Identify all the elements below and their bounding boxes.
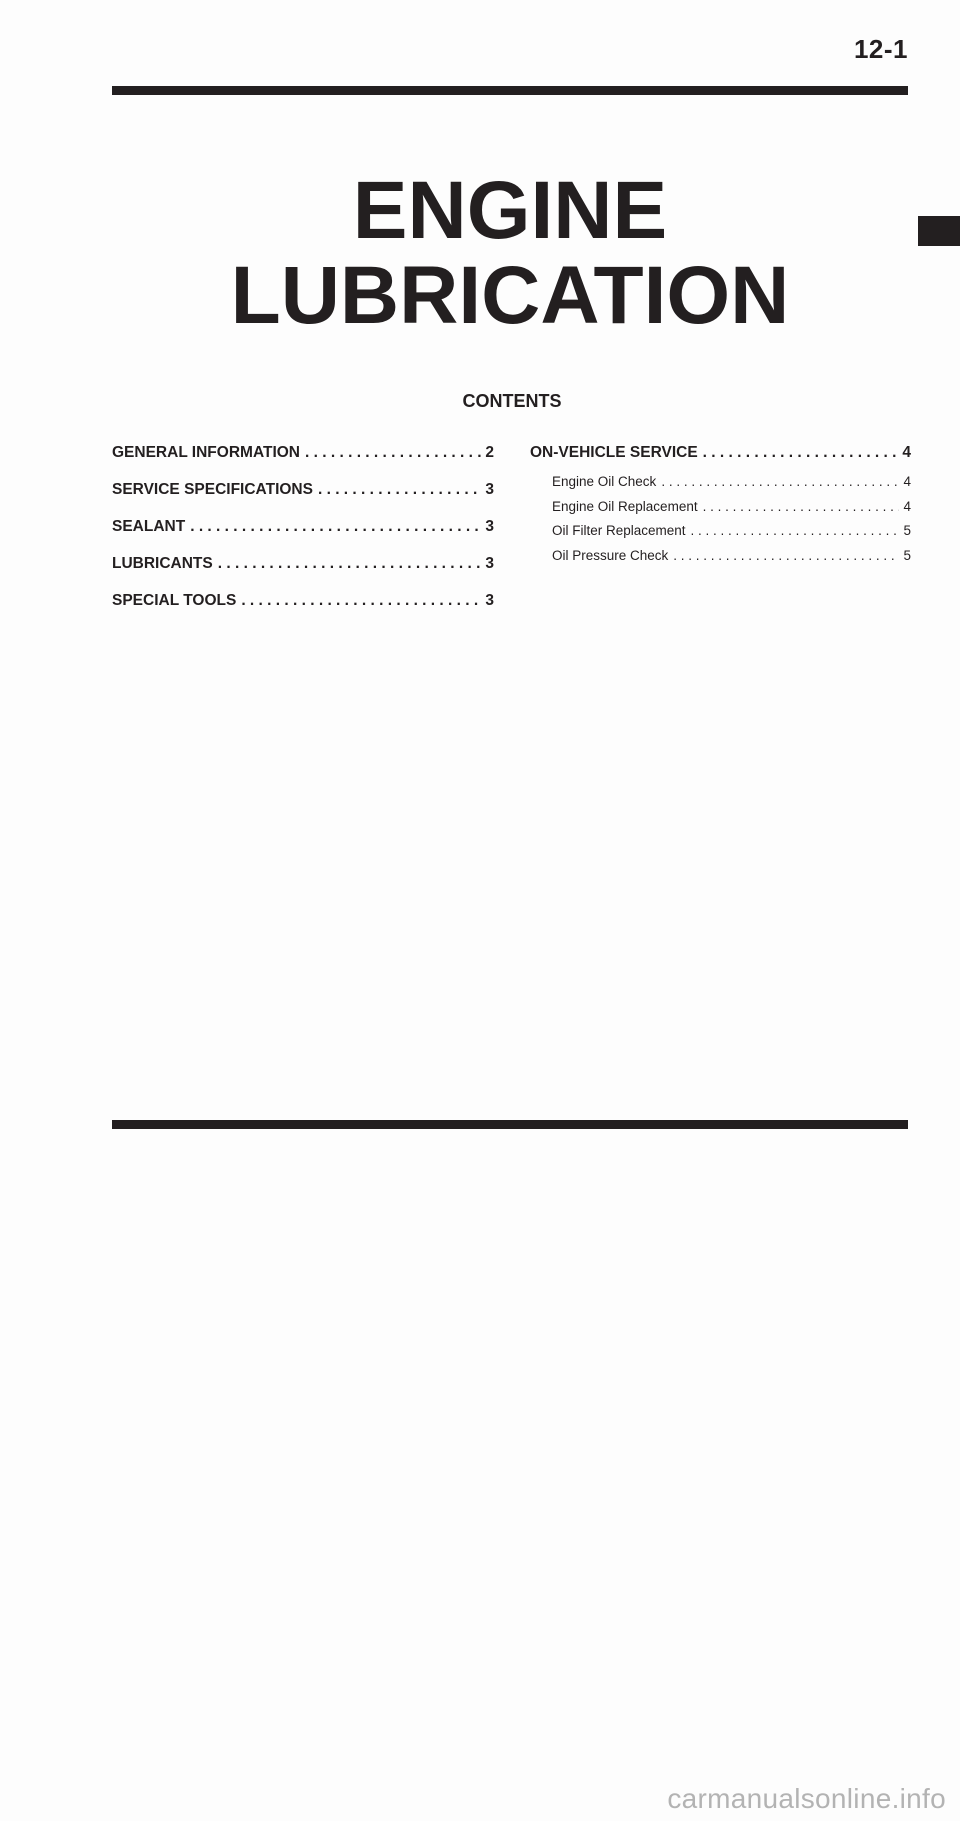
toc-entry-page: 5	[903, 523, 911, 538]
toc-entry-page: 2	[485, 444, 494, 461]
toc-entry-page: 3	[485, 592, 494, 609]
toc-entry-label: SEALANT	[112, 518, 186, 535]
contents-heading: CONTENTS	[462, 391, 562, 411]
toc-entry-page: 3	[485, 481, 494, 498]
toc-entry-page: 3	[485, 555, 494, 572]
toc-dot-leader	[305, 444, 481, 462]
toc-entry-label: SERVICE SPECIFICATIONS	[112, 481, 313, 498]
toc-right-column	[530, 444, 911, 572]
toc-entry-page: 4	[903, 498, 911, 514]
toc-entry-special-tools[interactable]	[112, 592, 494, 629]
toc-dot-leader	[241, 592, 481, 610]
top-rule-divider	[112, 86, 908, 95]
toc-entry-general-information[interactable]	[112, 444, 494, 481]
page-title-line1: ENGINE	[352, 165, 668, 256]
toc-entry-engine-oil-check[interactable]	[530, 474, 911, 499]
toc-dot-leader	[190, 518, 481, 536]
toc-dot-leader	[691, 523, 900, 538]
toc-dot-leader	[318, 481, 481, 499]
toc-dot-leader	[703, 444, 899, 462]
toc-entry-service-specifications[interactable]	[112, 481, 494, 518]
toc-dot-leader	[673, 548, 899, 563]
bottom-rule-divider	[112, 1120, 908, 1129]
toc-dot-leader	[218, 555, 482, 573]
toc-entry-label: Engine Oil Check	[552, 474, 657, 489]
toc-entry-on-vehicle-service[interactable]	[530, 444, 911, 474]
toc-entry-lubricants[interactable]	[112, 555, 494, 592]
toc-entry-label: ON-VEHICLE SERVICE	[530, 444, 698, 461]
toc-entry-engine-oil-replacement[interactable]	[530, 499, 911, 524]
toc-entry-sealant[interactable]	[112, 518, 494, 555]
watermark-text: carmanualsonline.info	[667, 1783, 946, 1814]
toc-entry-page: 3	[485, 518, 494, 535]
toc-entry-label: SPECIAL TOOLS	[112, 592, 237, 609]
page-title-line2: LUBRICATION	[230, 250, 790, 341]
toc-entry-page: 4	[902, 444, 911, 461]
toc-entry-label: Oil Filter Replacement	[552, 523, 686, 538]
toc-entry-label: GENERAL INFORMATION	[112, 444, 301, 461]
toc-entry-page: 5	[903, 547, 911, 563]
toc-entry-oil-pressure-check[interactable]	[530, 548, 911, 573]
toc-entry-page: 4	[903, 474, 911, 489]
toc-left-column	[112, 444, 494, 629]
toc-dot-leader	[703, 499, 900, 514]
page-number: 12-1	[853, 34, 908, 64]
toc-entry-label: LUBRICANTS	[112, 555, 213, 572]
toc-dot-leader	[661, 474, 899, 489]
toc-entry-label: Oil Pressure Check	[552, 547, 669, 563]
toc-entry-label: Engine Oil Replacement	[552, 498, 698, 514]
toc-entry-oil-filter-replacement[interactable]	[530, 523, 911, 548]
